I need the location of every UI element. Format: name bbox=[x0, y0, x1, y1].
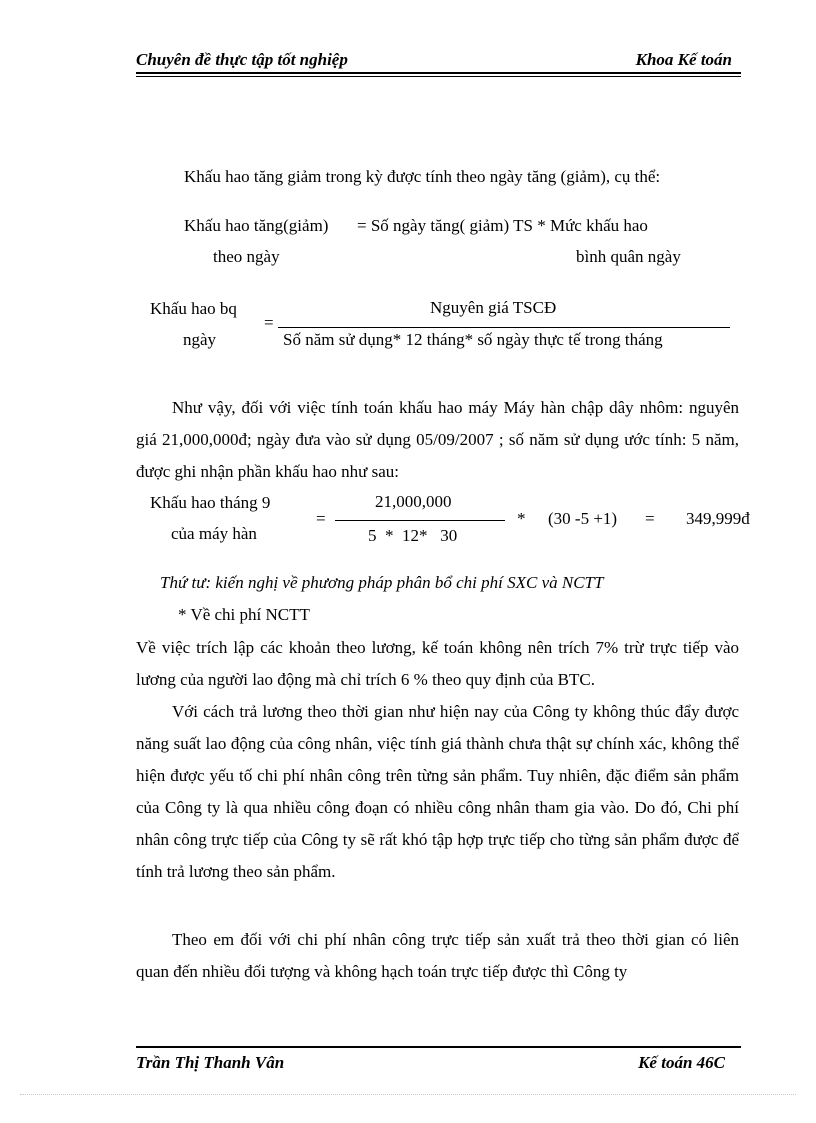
footer-class: Kế toán 46C bbox=[638, 1053, 725, 1072]
paragraph-3: Theo em đối với chi phí nhân công trực tiếp sản xuất trả theo thời gian có liên quan đến nhiều đối tượng và không hạch toán trực tiếp được thì Công ty bbox=[136, 930, 739, 981]
page-edge bbox=[20, 1094, 796, 1095]
intro-text: Khấu hao tăng giảm trong kỳ được tính theo ngày tăng (giảm), cụ thể: bbox=[184, 167, 661, 186]
formula1-rhs: = Số ngày tăng( giảm) TS * Mức khấu hao bbox=[357, 216, 648, 235]
example-factor: (30 -5 +1) bbox=[548, 509, 618, 528]
formula2-equals: = bbox=[264, 313, 274, 332]
section-subheading: * Về chi phí NCTT bbox=[178, 605, 310, 624]
example-equals: = bbox=[316, 509, 326, 528]
example-paragraph: Như vậy, đối với việc tính toán khấu hao máy Máy hàn chập dây nhôm: nguyên giá 21,000,000đ; ngày đưa vào sử dụng 05/09/2007 ; số năm sử dụng ước tính: 5 năm, được ghi nhận phần khấu hao như sau: bbox=[136, 398, 739, 481]
formula2-numerator: Nguyên giá TSCĐ bbox=[430, 298, 557, 317]
example-lhs: Khấu hao tháng 9 bbox=[150, 493, 271, 512]
example-lhs-unit: của máy hàn bbox=[171, 524, 257, 543]
formula1-rhs-unit: bình quân ngày bbox=[576, 247, 681, 266]
example-numerator: 21,000,000 bbox=[375, 492, 452, 511]
example-denominator: 5 * 12* 30 bbox=[368, 526, 458, 545]
formula2-denominator: Số năm sử dụng* 12 tháng* số ngày thực tế trong tháng bbox=[283, 330, 663, 349]
header-rule-thin bbox=[136, 76, 741, 77]
example-equals-2: = bbox=[645, 509, 655, 528]
example-fraction-bar bbox=[335, 520, 505, 521]
paragraph-1: Về việc trích lập các khoản theo lương, kế toán không nên trích 7% trừ trực tiếp vào lương của người lao động mà chỉ trích 6 % theo quy định của BTC. bbox=[136, 638, 739, 689]
formula2-lhs: Khấu hao bq bbox=[150, 299, 237, 318]
paragraph-2: Với cách trả lương theo thời gian như hiện nay của Công ty không thúc đẩy được năng suất lao động của công nhân, việc tính giá thành chưa thật sự chính xác, không thể hiện được yếu tố chi phí nhân công trên từng sản phẩm. Tuy nhiên, đặc điểm sản phẩm của Công ty là qua nhiều công đoạn có nhiều công nhân tham gia vào. Do đó, Chi phí nhân công trực tiếp của Công ty sẽ rất khó tập hợp trực tiếp cho từng sản phẩm được để tính trả lương theo sản phẩm. bbox=[136, 702, 739, 881]
example-times: * bbox=[517, 509, 526, 528]
section-heading: Thứ tư: kiến nghị về phương pháp phân bổ chi phí SXC và NCTT bbox=[160, 573, 604, 592]
footer-author: Trần Thị Thanh Vân bbox=[136, 1053, 285, 1072]
header-rule bbox=[136, 72, 741, 74]
footer-rule bbox=[136, 1046, 741, 1048]
formula2-fraction-bar bbox=[278, 327, 730, 328]
formula2-lhs-unit: ngày bbox=[183, 330, 217, 349]
formula1-lhs: Khấu hao tăng(giảm) bbox=[184, 216, 329, 235]
formula1-lhs-unit: theo ngày bbox=[213, 247, 280, 266]
header-title: Chuyên đề thực tập tốt nghiệp bbox=[136, 50, 348, 69]
header-department: Khoa Kế toán bbox=[635, 50, 732, 69]
example-result: 349,999đ bbox=[686, 509, 750, 528]
